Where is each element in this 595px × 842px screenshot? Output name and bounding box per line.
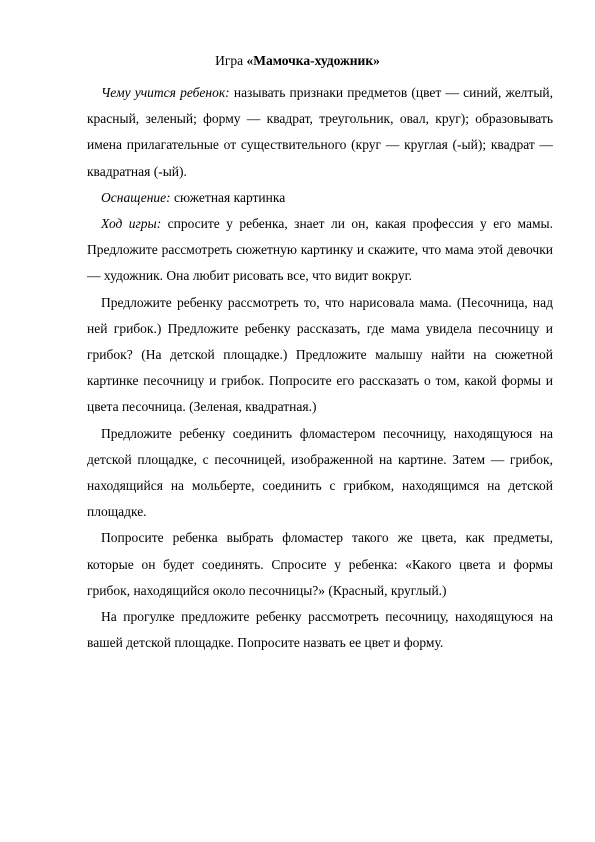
paragraph-text: спросите у ребенка, знает ли он, какая профессия у его мамы. Предложите рассмотреть сюжетную картинку и скажите, что мама этой девочки — художник. Она любит рисовать все, что видит вокруг. [87,216,553,284]
paragraph-look-at-drawing [87,290,553,421]
document-title [0,52,595,70]
paragraph-equipment [87,185,553,211]
paragraph-label: Оснащение: [101,189,171,205]
paragraph-text: Предложите ребенку соединить фломастером песочницу, находящуюся на детской площадке, с песочницей, изображенной на картине. Затем — грибок, находящийся на мольберте, соединить с грибком, находящимся на детской площадке. [87,425,553,520]
paragraph-text: называть признаки предметов (цвет — синий, желтый, красный, зеленый; форму — квадрат, треугольник, овал, круг); образовывать имена прилагательные от существительного (круг — круглая (-ый); квадрат — квадратная (-ый). [87,85,553,179]
paragraph-learning-goals [87,80,553,185]
paragraph-label: Чему учится ребенок: [101,85,230,100]
document-body [87,80,553,656]
title-game-name: «Мамочка-художник» [246,53,380,68]
paragraph-text: сюжетная картинка [170,189,286,205]
paragraph-text: Попросите ребенка выбрать фломастер такого же цвета, как предметы, которые он будет соединять. Спросите у ребенка: «Какого цвета и формы грибок, находящийся около песочницы?» (Красный, круглый.) [87,530,553,598]
paragraph-walk [87,604,553,656]
paragraph-choose-marker [87,525,553,604]
paragraph-text: Предложите ребенку рассмотреть то, что нарисовала мама. (Песочница, над ней грибок.) Предложите ребенку рассказать, где мама увидела песочницу и грибок? (На детской площадке.) Предложите малышу найти на сюжетной картинке песочницу и грибок. Попросите его рассказать о том, какой формы и цвета песочница. (Зеленая, квадратная.) [87,294,553,415]
paragraph-label: Ход игры: [101,216,162,232]
title-prefix: Игра [215,53,247,68]
paragraph-connect-objects [87,421,553,526]
paragraph-game-procedure [87,211,553,290]
paragraph-text: На прогулке предложите ребенку рассмотреть песочницу, находящуюся на вашей детской площадке. Попросите назвать ее цвет и форму. [87,609,553,651]
